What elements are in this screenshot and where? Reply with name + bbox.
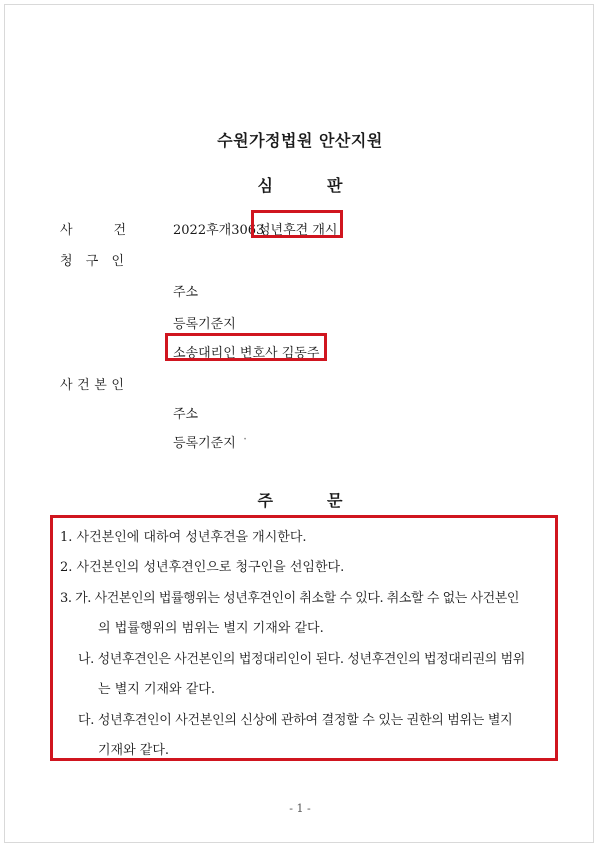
order-item-2: 2. 사건본인의 성년후견인으로 청구인을 선임한다. (60, 560, 345, 575)
case-label: 사 건 (60, 223, 126, 238)
attorney: 소송대리인 변호사 김동주 (173, 346, 320, 361)
order-item-3b-line1: 나. 성년후견인은 사건본인의 법정대리인이 된다. 성년후견인의 법정대리권의 범위 (78, 652, 525, 667)
document-title-left: 심 (257, 176, 273, 195)
principal-label: 사 건 본 인 (60, 378, 124, 393)
case-name: 성년후견 개시 (258, 223, 338, 238)
order-item-3c-line2: 기재와 같다. (98, 743, 170, 758)
order-item-3c-line1: 다. 성년후견인이 사건본인의 신상에 관하여 결정할 수 있는 권한의 범위는 별지 (78, 713, 513, 728)
case-number: 2022후개3063 (173, 223, 265, 238)
page-number: - 1 - (289, 802, 311, 815)
order-item-3a-line2: 의 법률행위의 범위는 별지 기재와 같다. (98, 621, 324, 636)
order-item-1: 1. 사건본인에 대하여 성년후견을 개시한다. (60, 530, 307, 545)
petitioner-label: 청 구 인 (60, 254, 124, 269)
petitioner-registry-label: 등록기준지 (173, 317, 236, 332)
document-title-right: 판 (327, 176, 343, 195)
order-title: 주 문 (257, 491, 343, 510)
order-item-3a-line1: 3. 가. 사건본인의 법률행위는 성년후견인이 취소할 수 있다. 취소할 수 없는 사건본인 (60, 591, 519, 606)
court-name: 수원가정법원 안산지원 (217, 131, 383, 150)
principal-registry-label: 등록기준지 (173, 436, 236, 451)
principal-address-label: 주소 (173, 407, 199, 422)
petitioner-address-label: 주소 (173, 285, 199, 300)
document-title (0, 173, 600, 196)
order-item-3b-line2: 는 별지 기재와 같다. (98, 682, 215, 697)
principal-registry-mark: · (243, 432, 248, 447)
